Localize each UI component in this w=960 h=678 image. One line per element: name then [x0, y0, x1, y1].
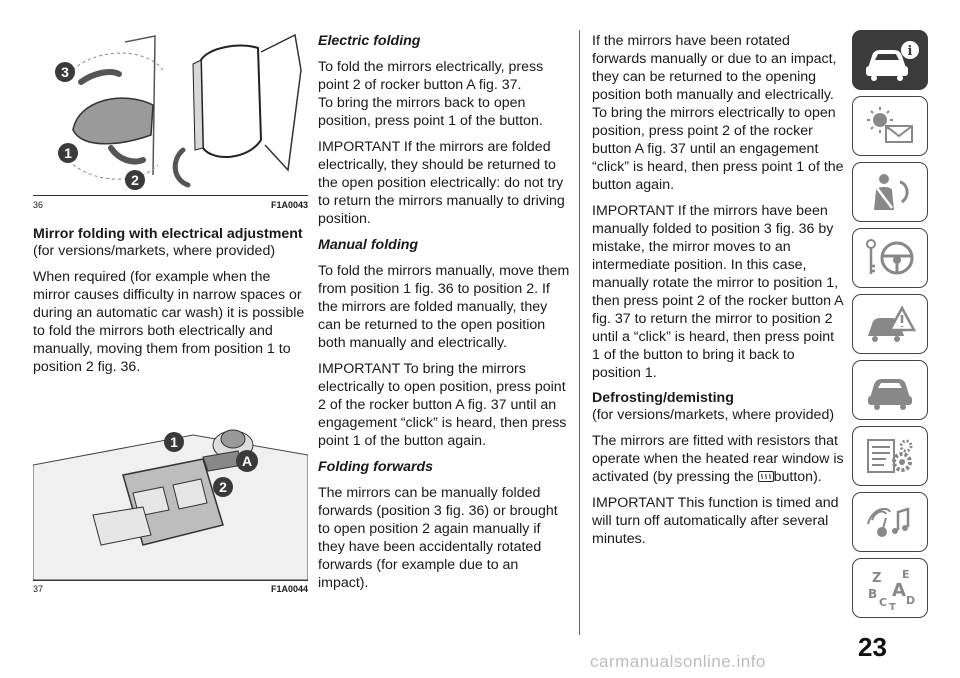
tab-car-info[interactable]	[852, 30, 928, 90]
section-subtitle: (for versions/markets, where provided)	[592, 407, 835, 423]
paragraph: To fold the mirrors manually, move them from position 1 fig. 36 to position 2. If the mirrors are folded manually, they can be returned to the open position both manually and electrically.	[318, 263, 570, 351]
chapter-sidebar	[852, 30, 928, 624]
index-letter: E	[902, 568, 910, 581]
tab-emergency[interactable]	[852, 294, 928, 354]
section-title: Electric folding	[318, 33, 421, 49]
paragraph: IMPORTANT If the mirrors have been manually folded to position 3 fig. 36 by mistake, the mirror moves to an intermediate position. In this case, manually rotate the mirror to position 1, then press point 2 of the rocker button A fig. 37 to return the mirror to position 2 until a “click” is heard, then press point 1 of the button to bring it back to position 1.	[592, 203, 843, 381]
figure-37-caption	[33, 584, 308, 594]
column-3	[592, 32, 844, 556]
paragraph: To bring the mirrors back to open position, press point 1 of the button.	[318, 95, 543, 129]
callout-2: 2	[213, 477, 233, 497]
paragraph: The mirrors can be manually folded forwards (position 3 fig. 36) or brought to open position 2 again manually if they have been accidentally rotated forwards (for example due to an impact).	[318, 485, 558, 591]
section-title: Mirror folding with electrical adjustment	[33, 226, 303, 242]
paragraph	[318, 58, 570, 94]
index-letter: D	[906, 594, 916, 607]
index-letter: Z	[872, 571, 882, 586]
figure-number: 36	[33, 200, 44, 210]
paragraph-line: To fold the mirrors electrically, press point 2 of rocker button A fig. 37.	[318, 59, 544, 93]
paragraph-text: The mirrors are fitted with resistors that operate when the heated rear window is activated (by pressing the	[592, 433, 844, 485]
key-steering-wheel-icon	[862, 236, 918, 280]
paragraph: If the mirrors have been rotated forwards manually or due to an impact, they can be returned to the opening position both manually and electrically. To bring the mirrors electrically to open position, press point 2 of the rocker button A fig. 37 until an engagement “click” is heard, then press point 1 of the button again.	[592, 33, 844, 193]
car-breakdown-icon	[862, 302, 918, 346]
figure-code: F1A0044	[270, 584, 308, 594]
figure-number: 37	[33, 584, 44, 594]
paragraph: When required (for example when the mirror causes difficulty in narrow spaces or during an automatic car wash) it is possible to fold the mirrors both electrically and manually, moving them from position 1 to position 2 fig. 36.	[33, 269, 305, 375]
paragraph: IMPORTANT This function is timed and will turn off automatically after several minutes.	[592, 495, 839, 547]
callout-2: 2	[125, 170, 145, 190]
callout-1: 1	[58, 143, 78, 163]
paragraph: IMPORTANT If the mirrors are folded electrically, they should be returned to the open position electrically: do not try to return the mirrors manually to driving position.	[318, 139, 565, 227]
tab-multimedia[interactable]	[852, 492, 928, 552]
section-title: Folding forwards	[318, 459, 434, 475]
multimedia-icon	[862, 500, 918, 544]
section-title: Defrosting/demisting	[592, 390, 734, 406]
column-divider	[579, 30, 580, 635]
callout-1: 1	[164, 432, 184, 452]
column-2	[318, 32, 570, 600]
alphabetical-index-icon	[862, 566, 918, 610]
page-number: 23	[858, 632, 887, 662]
seatbelt-airbag-icon	[862, 170, 918, 214]
index-letter: T	[889, 602, 896, 610]
paragraph	[592, 432, 844, 486]
callout-a: A	[236, 450, 258, 472]
warning-lights-message-icon	[862, 104, 918, 148]
callout-3: 3	[55, 62, 75, 82]
section-title: Manual folding	[318, 237, 419, 253]
tab-technical-data[interactable]	[852, 426, 928, 486]
index-letter: A	[892, 580, 906, 601]
tab-maintenance[interactable]	[852, 360, 928, 420]
tab-safety[interactable]	[852, 162, 928, 222]
index-letter: B	[868, 587, 878, 601]
index-letter: C	[879, 596, 888, 609]
paragraph: IMPORTANT To bring the mirrors electrically to open position, press point 2 of the rocker button A fig. 37 until an engagement “click” is heard, then press point 1 of the button again.	[318, 361, 567, 449]
figure-code: F1A0043	[270, 200, 308, 210]
figure-36-caption	[33, 200, 308, 210]
tab-warning-lights[interactable]	[852, 96, 928, 156]
tab-index[interactable]	[852, 558, 928, 618]
section-subtitle: (for versions/markets, where provided)	[33, 243, 276, 259]
car-info-icon	[860, 38, 920, 82]
watermark: carmanualsonline.info	[590, 652, 766, 671]
paragraph-text: button).	[773, 469, 822, 485]
figure-36	[33, 30, 308, 196]
car-maintenance-icon	[862, 368, 918, 412]
tab-starting-driving[interactable]	[852, 228, 928, 288]
heated-rear-window-icon	[758, 469, 774, 480]
column-1	[33, 226, 308, 384]
technical-specifications-icon	[862, 434, 918, 478]
svg-text:i: i	[907, 44, 913, 59]
